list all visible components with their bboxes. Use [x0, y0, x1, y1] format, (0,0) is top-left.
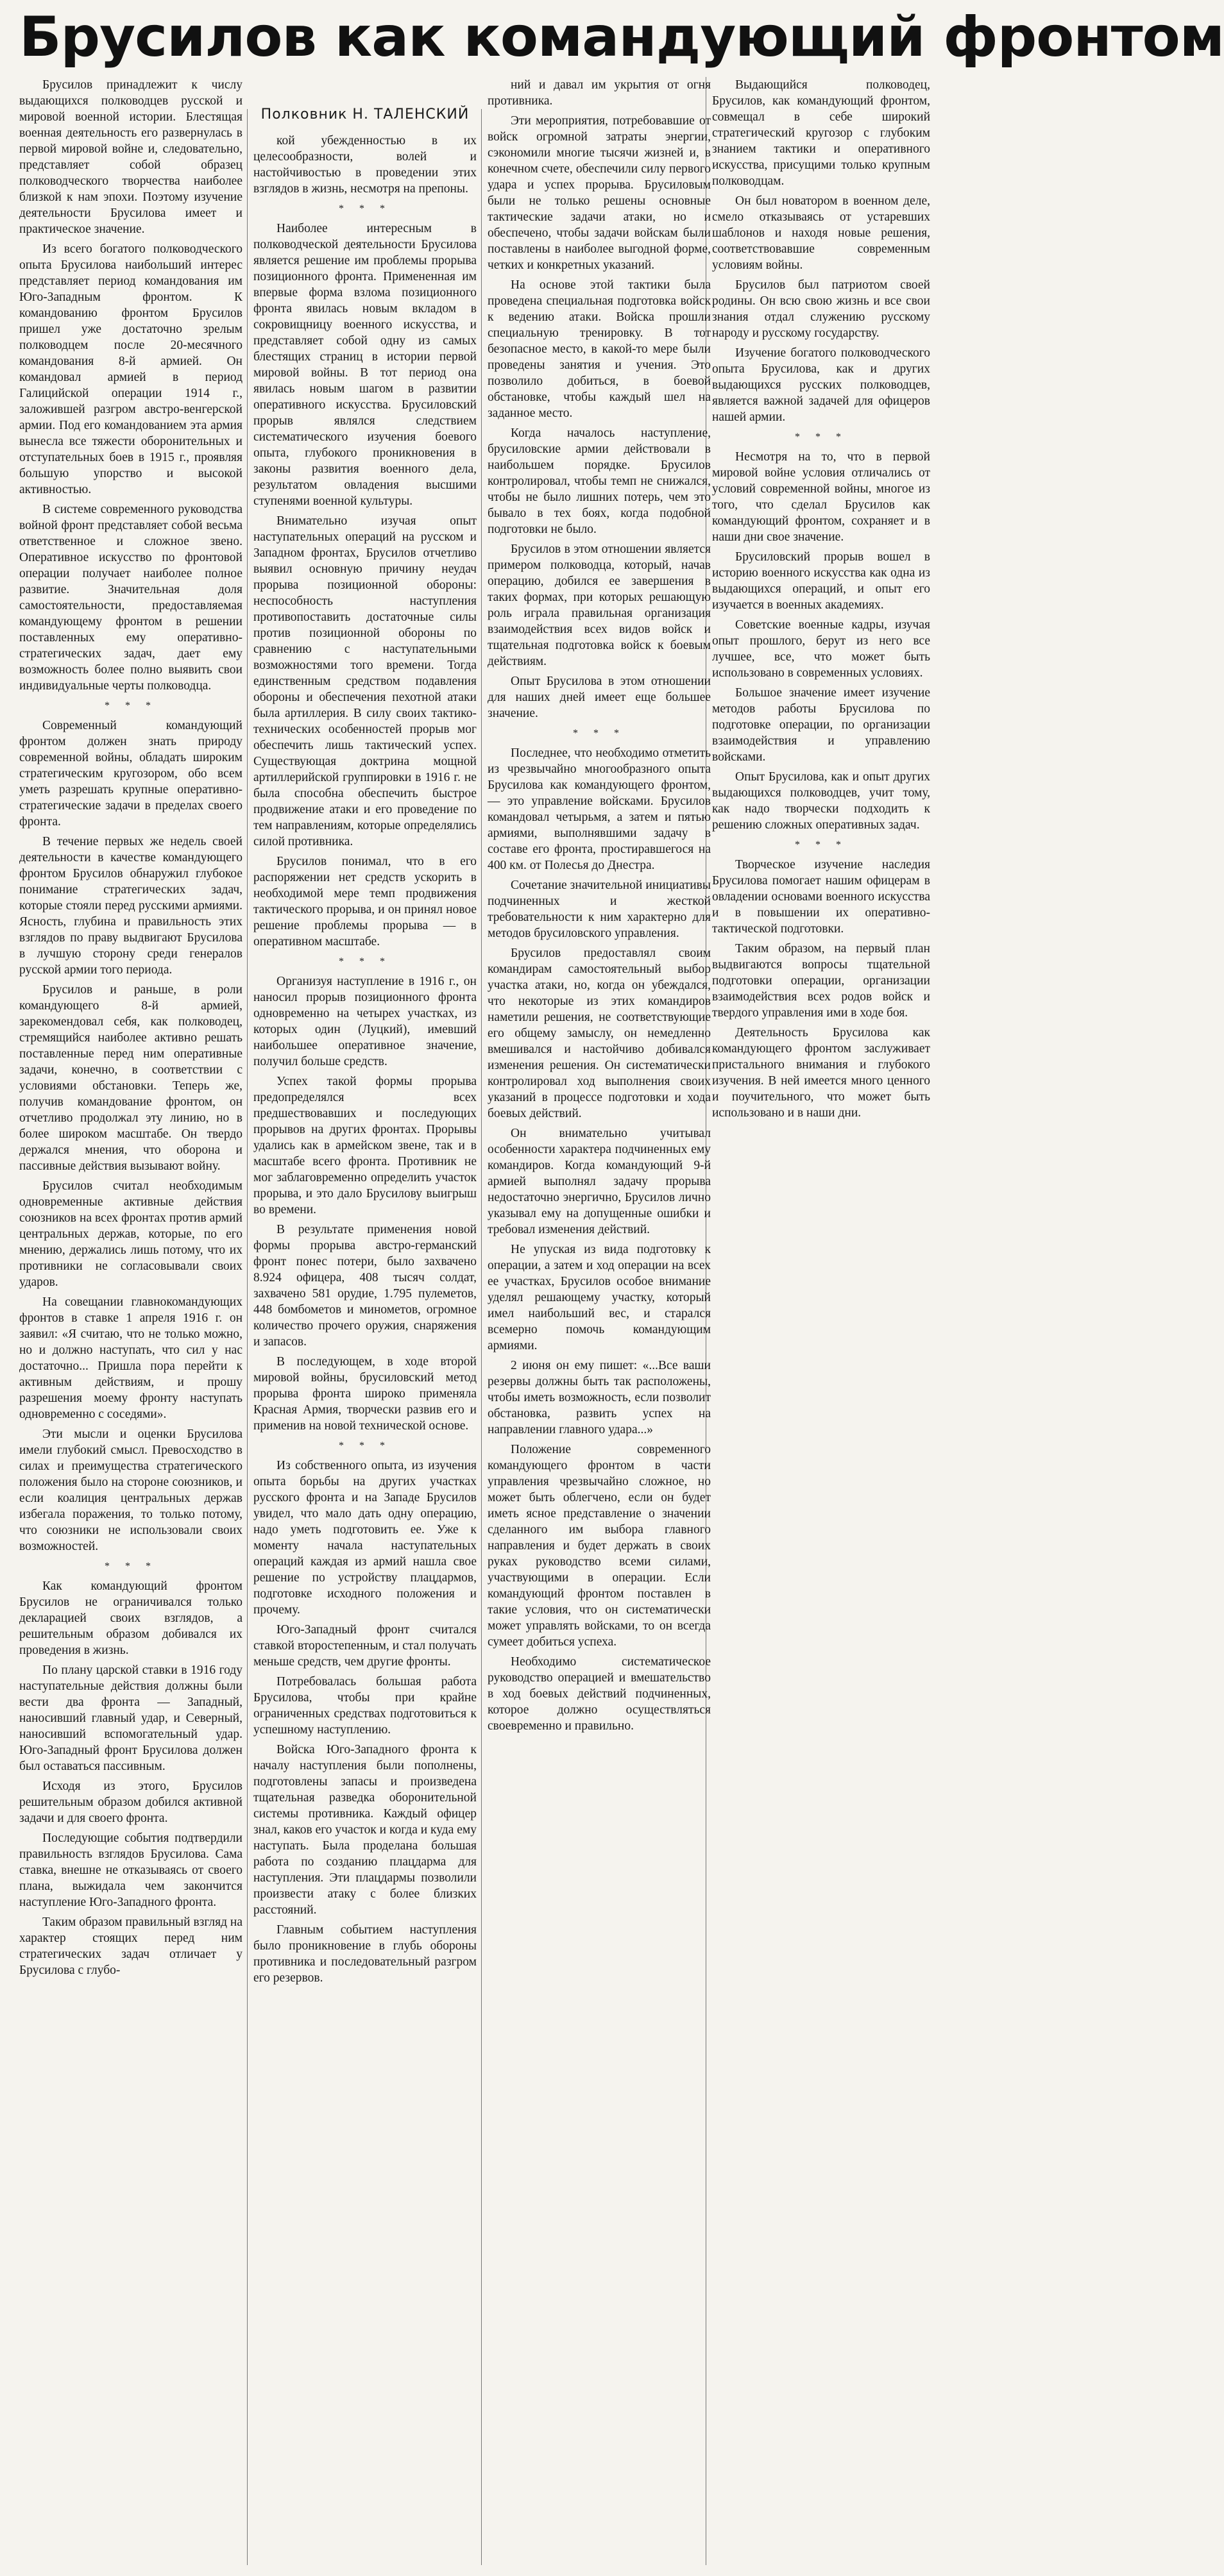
paragraph: В системе современного руководства войной фронт представляет собой весьма ответственное и сложное звено. Оперативное искусство по фронтовой операции получает наиболее полное развитие. Значительная доля самостоятельности, предоставляемая командующему фронтом в решении поставленных ему оперативно-стратегических задач, дает ему возможность более полно выявить свои индивидуальные черты полководца. — [19, 503, 242, 693]
paragraph: Творческое изучение наследия Брусилова помогает нашим офицерам в овладении основами военного искусства и в повышении их оперативно-тактической подготовки. — [712, 858, 930, 936]
paragraph: На основе этой тактики была проведена специальная подготовка войск к ведению атаки. Войска прошли специальную тренировку. В тот безопасное место, в какой-то мере были проведены занятия и учения. Это позволило добиться, в боевой обстановке, чтобы каждый шел на заданное место. — [488, 278, 711, 420]
paragraph: Советские военные кадры, изучая опыт прошлого, берут из него все лучшее, все, что может быть использовано в современных условиях. — [712, 618, 930, 680]
paragraph: Брусилов в этом отношении является примером полководца, который, начав операцию, добился ее завершения в таких формах, при которых решающую роль играла правильная организация взаимодействия всех видов войск и тщательная подготовка войск к боевым действиям. — [488, 543, 711, 668]
byline-author: Полковник Н. ТАЛЕНСКИЙ — [260, 106, 470, 122]
section-divider: * * * — [573, 728, 625, 739]
paragraph: Брусилов считал необходимым одновременные активные действия союзников на всех фронтах против армий центральных держав, которые, по его мнению, держались лишь потому, что их противники не согласовывали своих ударов. — [19, 1179, 242, 1289]
paragraph: Внимательно изучая опыт наступательных операций на русском и Западном фронтах, Брусилов отчетливо выявил основную причину неудач прорыва позиционной обороны: неспособность наступления противопоставить достаточные силы против позиционной обороны по сравнению с наступательными возможностями того времени. Тогда единственным средством подавления обороны и обеспечения пехотной атаки была артиллерия. В силу своих тактико-технических особенностей прорыв мог обеспечить лишь тактический успех. Существующая доктрина мощной артиллерийской группировки в 1916 г. не была способна обеспечить быстрое продвижение атаки и его проведение по тем направлениям, которые определялись силой противника. — [253, 514, 477, 848]
column-rule — [481, 109, 482, 2565]
paragraph: Эти мероприятия, потребовавшие от войск огромной затраты энергии, сэкономили многие тысячи жизней и, в конечном счете, обеспечили силу первого удара и успех прорыва. Брусиловым были не только решены основные тактические задачи атаки, но и обеспечено, чтобы задачи войскам были поставлены в наиболее выгодной форме, четких и конкретных указаний. — [488, 114, 711, 272]
paragraph: По плану царской ставки в 1916 году наступательные действия должны были вести два фронта — Западный, наносивший главный удар, и Северный, наносивший вспомогательный удар. Юго-Западный фронт Брусилова должен был оставаться пассивным. — [19, 1663, 242, 1773]
paragraph: Из всего богатого полководческого опыта Брусилова наибольший интерес представляет период командования им Юго-Западным фронтом. К командованию фронтом Брусилов пришел уже достаточно зрелым полководцем после 20-месячного командования 8-й армией. Он командовал армией в период Галицийской операции 1914 г., заложившей разгром австро-венгерской армии. Под его командованием эта армия вынесла все тяжести оборонительных и отступательных боев в 1915 г., проявляя большую упорство и высокой активностью. — [19, 242, 242, 496]
paragraph: кой убежденностью в их целесообразности, волей и настойчивостью в проведении этих взглядов в жизнь, несмотря на препоны. — [253, 134, 477, 196]
paragraph: Наиболее интересным в полководческой деятельности Брусилова является решение им проблемы прорыва позиционного фронта. Примененная им впервые форма взлома позиционного фронта явилась новым вкладом в сокровищницу военного искусства, и представляет собой одну из самых блестящих страниц в истории первой мировой войны. В тот период она явилась новым шагом в развитии оперативного искусства. Брусиловский прорыв являлся следствием систематического изучения боевого опыта, глубокого проникновения в законы развития военного дела, результатом овладения высшими ступенями военной культуры. — [253, 222, 477, 508]
paragraph: В течение первых же недель своей деятельности в качестве командующего фронтом Брусилов обнаружил глубокое понимание стратегических задач, которые стояли перед русскими армиями. Ясность, глубина и правильность этих взглядов по праву выдвигают Брусилова в лучшую сторону среди генералов русской армии того периода. — [19, 835, 242, 977]
paragraph: Войска Юго-Западного фронта к началу наступления были пополнены, подготовлены запасы и произведена тщательная разведка оборонительной системы противника. Каждый офицер знал, каков его участок и когда и куда ему наступать. Была проделана большая работа по созданию плацдарма для наступления. Эти плацдармы позволили произвести атаку с более близких расстояний. — [253, 1743, 477, 1917]
paragraph: Опыт Брусилова, как и опыт других выдающихся полководцев, учит тому, как надо творчески подходить к решению сложных оперативных задач. — [712, 770, 930, 832]
paragraph: Большое значение имеет изучение методов работы Брусилова по подготовке операции, по организации взаимодействия и управлению войсками. — [712, 686, 930, 764]
section-divider: * * * — [339, 1440, 391, 1451]
paragraph: Из собственного опыта, из изучения опыта борьбы на других участках русского фронта и на Западе Брусилов увидел, что мало дать одну операцию, надо уметь подготовить ее. Уже к моменту начала наступательных операций каждая из армий нашла свое решение по устройству плацдармов, подготовке исходного положения и прочему. — [253, 1459, 477, 1617]
column-4 — [712, 77, 930, 2572]
paragraph: Положение современного командующего фронтом в части управления чрезвычайно сложное, но может быть облегчено, если он будет иметь ясное представление о значении сделанного им выбора главного направления и будет держать в своих руках руководство всеми силами, участвующими в операции. Если командующий фронтом поставлен в такие условия, что он систематически может управлять войсками, то он всегда сумеет добиться успеха. — [488, 1443, 711, 1649]
paragraph: Таким образом правильный взгляд на характер стоящих перед ним стратегических задач отличает у Брусилова с глубо- — [19, 1915, 242, 1977]
section-divider: * * * — [105, 700, 157, 711]
paragraph: Эти мысли и оценки Брусилова имели глубокий смысл. Превосходство в силах и преимущества стратегического положения было на стороне союзников, и если коалиция центральных держав избегала поражения, то только потому, что союзники не использовали своих возможностей. — [19, 1427, 242, 1553]
paragraph: Сочетание значительной инициативы подчиненных и жесткой требовательности к ним характерно для методов брусиловского управления. — [488, 879, 711, 940]
paragraph: В результате применения новой формы прорыва австро-германский фронт понес потери, было захвачено 8.924 офицера, 408 тысяч солдат, захвачено 581 орудие, 1.795 пулеметов, 448 бомбометов и минометов, огромное количество прочего оружия, снаряжения и запасов. — [253, 1223, 477, 1349]
paragraph: Брусилов предоставлял своим командирам самостоятельный выбор участка атаки, но, когда он убеждался, что некоторые из этих командиров наметили решения, не соответствующие его общему замыслу, он немедленно вмешивался и настойчиво добивался изменения решения. Он систематически контролировал ход выполнения своих указаний в процессе подготовки и хода боевых действий. — [488, 947, 711, 1120]
paragraph: Главным событием наступления было проникновение в глубь обороны противника и последовательный разгром его резервов. — [253, 1923, 477, 1985]
headline: Брусилов как командующий фронтом — [19, 5, 1224, 69]
paragraph: Современный командующий фронтом должен знать природу современной войны, обладать широким стратегическим кругозором, обо всем уметь разрешать крупные оперативно-стратегические задачи в пределах своего фронта. — [19, 719, 242, 829]
paragraph: ний и давал им укрытия от огня противника. — [488, 78, 711, 108]
section-divider: * * * — [105, 1561, 157, 1572]
paragraph: Брусиловский прорыв вошел в историю военного искусства как одна из выдающихся операций, и опыт его изучается в военных академиях. — [712, 550, 930, 612]
paragraph: Последующие события подтвердили правильность взглядов Брусилова. Сама ставка, внешне не отказываясь от своего плана, выжидала чем закончится наступление Юго-Западного фронта. — [19, 1831, 242, 1909]
column-3 — [488, 77, 711, 2572]
paragraph: Необходимо систематическое руководство операцией и вмешательство в ход боевых действий подчиненных, которое должно осуществляться своевременно и правильно. — [488, 1655, 711, 1733]
column-rule — [247, 109, 248, 2565]
paragraph: 2 июня он ему пишет: «...Все ваши резервы должны быть так расположены, чтобы иметь возможность, если позволит обстановка, развить успех на направлении главного удара...» — [488, 1359, 711, 1436]
paragraph: Он был новатором в военном деле, смело отказываясь от устаревших шаблонов и находя новые решения, соответствовавшие современным условиям войны. — [712, 194, 930, 272]
paragraph: Изучение богатого полководческого опыта Брусилова, как и других выдающихся русских полководцев, является важной задачей для офицеров нашей армии. — [712, 346, 930, 424]
paragraph: Он внимательно учитывал особенности характера подчиненных ему командиров. Когда командующий 9-й армией выполнял задачу прорыва недостаточно энергично, Брусилов лично указывал ему на допущенные ошибки и требовал изменения действий. — [488, 1127, 711, 1236]
paragraph: Брусилов был патриотом своей родины. Он всю свою жизнь и все свои знания отдал служению русскому народу и русскому государству. — [712, 278, 930, 340]
paragraph: Таким образом, на первый план выдвигаются вопросы тщательной подготовки операции, организации взаимодействия всех родов войск и твердого управления ими в ходе боя. — [712, 942, 930, 1020]
paragraph: Брусилов принадлежит к числу выдающихся полководцев русской и мировой военной истории. Блестящая военная деятельность его развернулась в первой мировой войне и, следовательно, представляет собой образец полководческого творчества наиболее близкой к нам эпохи. Поэтому изучение деятельности Брусилова имеет и практическое значение. — [19, 78, 242, 236]
paragraph: Последнее, что необходимо отметить из чрезвычайно многообразного опыта Брусилова как командующего фронтом, — это управление войсками. Брусилов командовал четырьмя, а затем и пятью армиями, выполнявшими задачу в составе его фронта, простиравшегося на 400 км. от Полесья до Днестра. — [488, 746, 711, 872]
section-divider: * * * — [795, 432, 847, 442]
paragraph: Юго-Западный фронт считался ставкой второстепенным, и стал получать меньше средств, чем другие фронты. — [253, 1623, 477, 1669]
paragraph: Потребовалась большая работа Брусилова, чтобы при крайне ограниченных средствах подготовиться к успешному наступлению. — [253, 1675, 477, 1737]
column-2 — [253, 103, 477, 2572]
paragraph: Как командующий фронтом Брусилов не ограничивался только декларацией своих взглядов, а решительным образом добивался их проведения в жизнь. — [19, 1579, 242, 1657]
paragraph: Брусилов понимал, что в его распоряжении нет средств ускорить в необходимой мере темп продвижения тактического прорыва, и он принял новое решение проблемы прорыва — в оперативном масштабе. — [253, 855, 477, 948]
section-divider: * * * — [795, 839, 847, 850]
section-divider: * * * — [339, 203, 391, 214]
paragraph: В последующем, в ходе второй мировой войны, брусиловский метод прорыва фронта широко применяла Красная Армия, творчески развив его и применив на новой технической основе. — [253, 1355, 477, 1433]
paragraph: Выдающийся полководец, Брусилов, как командующий фронтом, совмещал в себе широкий стратегический кругозор с глубоким знанием тактики и оперативного искусства, присущими только крупным полководцам. — [712, 78, 930, 188]
paragraph: Деятельность Брусилова как командующего фронтом заслуживает пристального внимания и глубокого изучения. В ней имеется много ценного и поучительного, что может быть использовано и в наши дни. — [712, 1026, 930, 1120]
paragraph: Брусилов и раньше, в роли командующего 8-й армией, зарекомендовал себя, как полководец, стремящийся наиболее активно решать поставленные перед ним оперативные задачи, конечно, в соответствии с условиями обстановки. Теперь же, получив командование фронтом, он отчетливо продолжал эту линию, но в более широком масштабе. Он твердо держался мнения, что оборона и пассивные действия вызывают войну. — [19, 983, 242, 1173]
paragraph: Несмотря на то, что в первой мировой войне условия отличались от условий современной войны, многое из того, что сделал Брусилов как командующий фронтом, сохраняет и в наши дни свое значение. — [712, 450, 930, 544]
paragraph: Когда началось наступление, брусиловские армии действовали в наибольшем порядке. Брусилов контролировал, чтобы темп не снижался, чтобы не было лишних потерь, чем это бывало в тех боях, когда подобной подготовки не было. — [488, 426, 711, 536]
column-1 — [19, 77, 242, 2572]
paragraph: Исходя из этого, Брусилов решительным образом добился активной задачи и для своего фронта. — [19, 1780, 242, 1825]
paragraph: На совещании главнокомандующих фронтов в ставке 1 апреля 1916 г. он заявил: «Я считаю, что не только можно, но и должно наступать, что сил у нас достаточно... Пришла пора перейти к активным действиям, и прошу разрешения моему фронту наступать одновременно с соседями». — [19, 1295, 242, 1421]
section-divider: * * * — [339, 956, 391, 967]
paragraph: Не упуская из вида подготовку к операции, а затем и ход операции на всех ее участках, Брусилов особое внимание уделял решающему участку, который имел наибольший вес, и старался всемерно помочь командующим армиями. — [488, 1243, 711, 1352]
paragraph: Опыт Брусилова в этом отношении для наших дней имеет еще большее значение. — [488, 675, 711, 720]
paragraph: Организуя наступление в 1916 г., он наносил прорыв позиционного фронта одновременно на четырех участках, из которых один (Луцкий), имевший наибольшее оперативное значение, получил больше средств. — [253, 975, 477, 1068]
paragraph: Успех такой формы прорыва предопределялся всех предшествовавших и последующих прорывов на других фронтах. Прорывы удались как в армейском звене, так и в масштабе всего фронта. Противник не мог заблаговременно определить участок прорыва, и это дало Брусилову выигрыш во времени. — [253, 1075, 477, 1216]
